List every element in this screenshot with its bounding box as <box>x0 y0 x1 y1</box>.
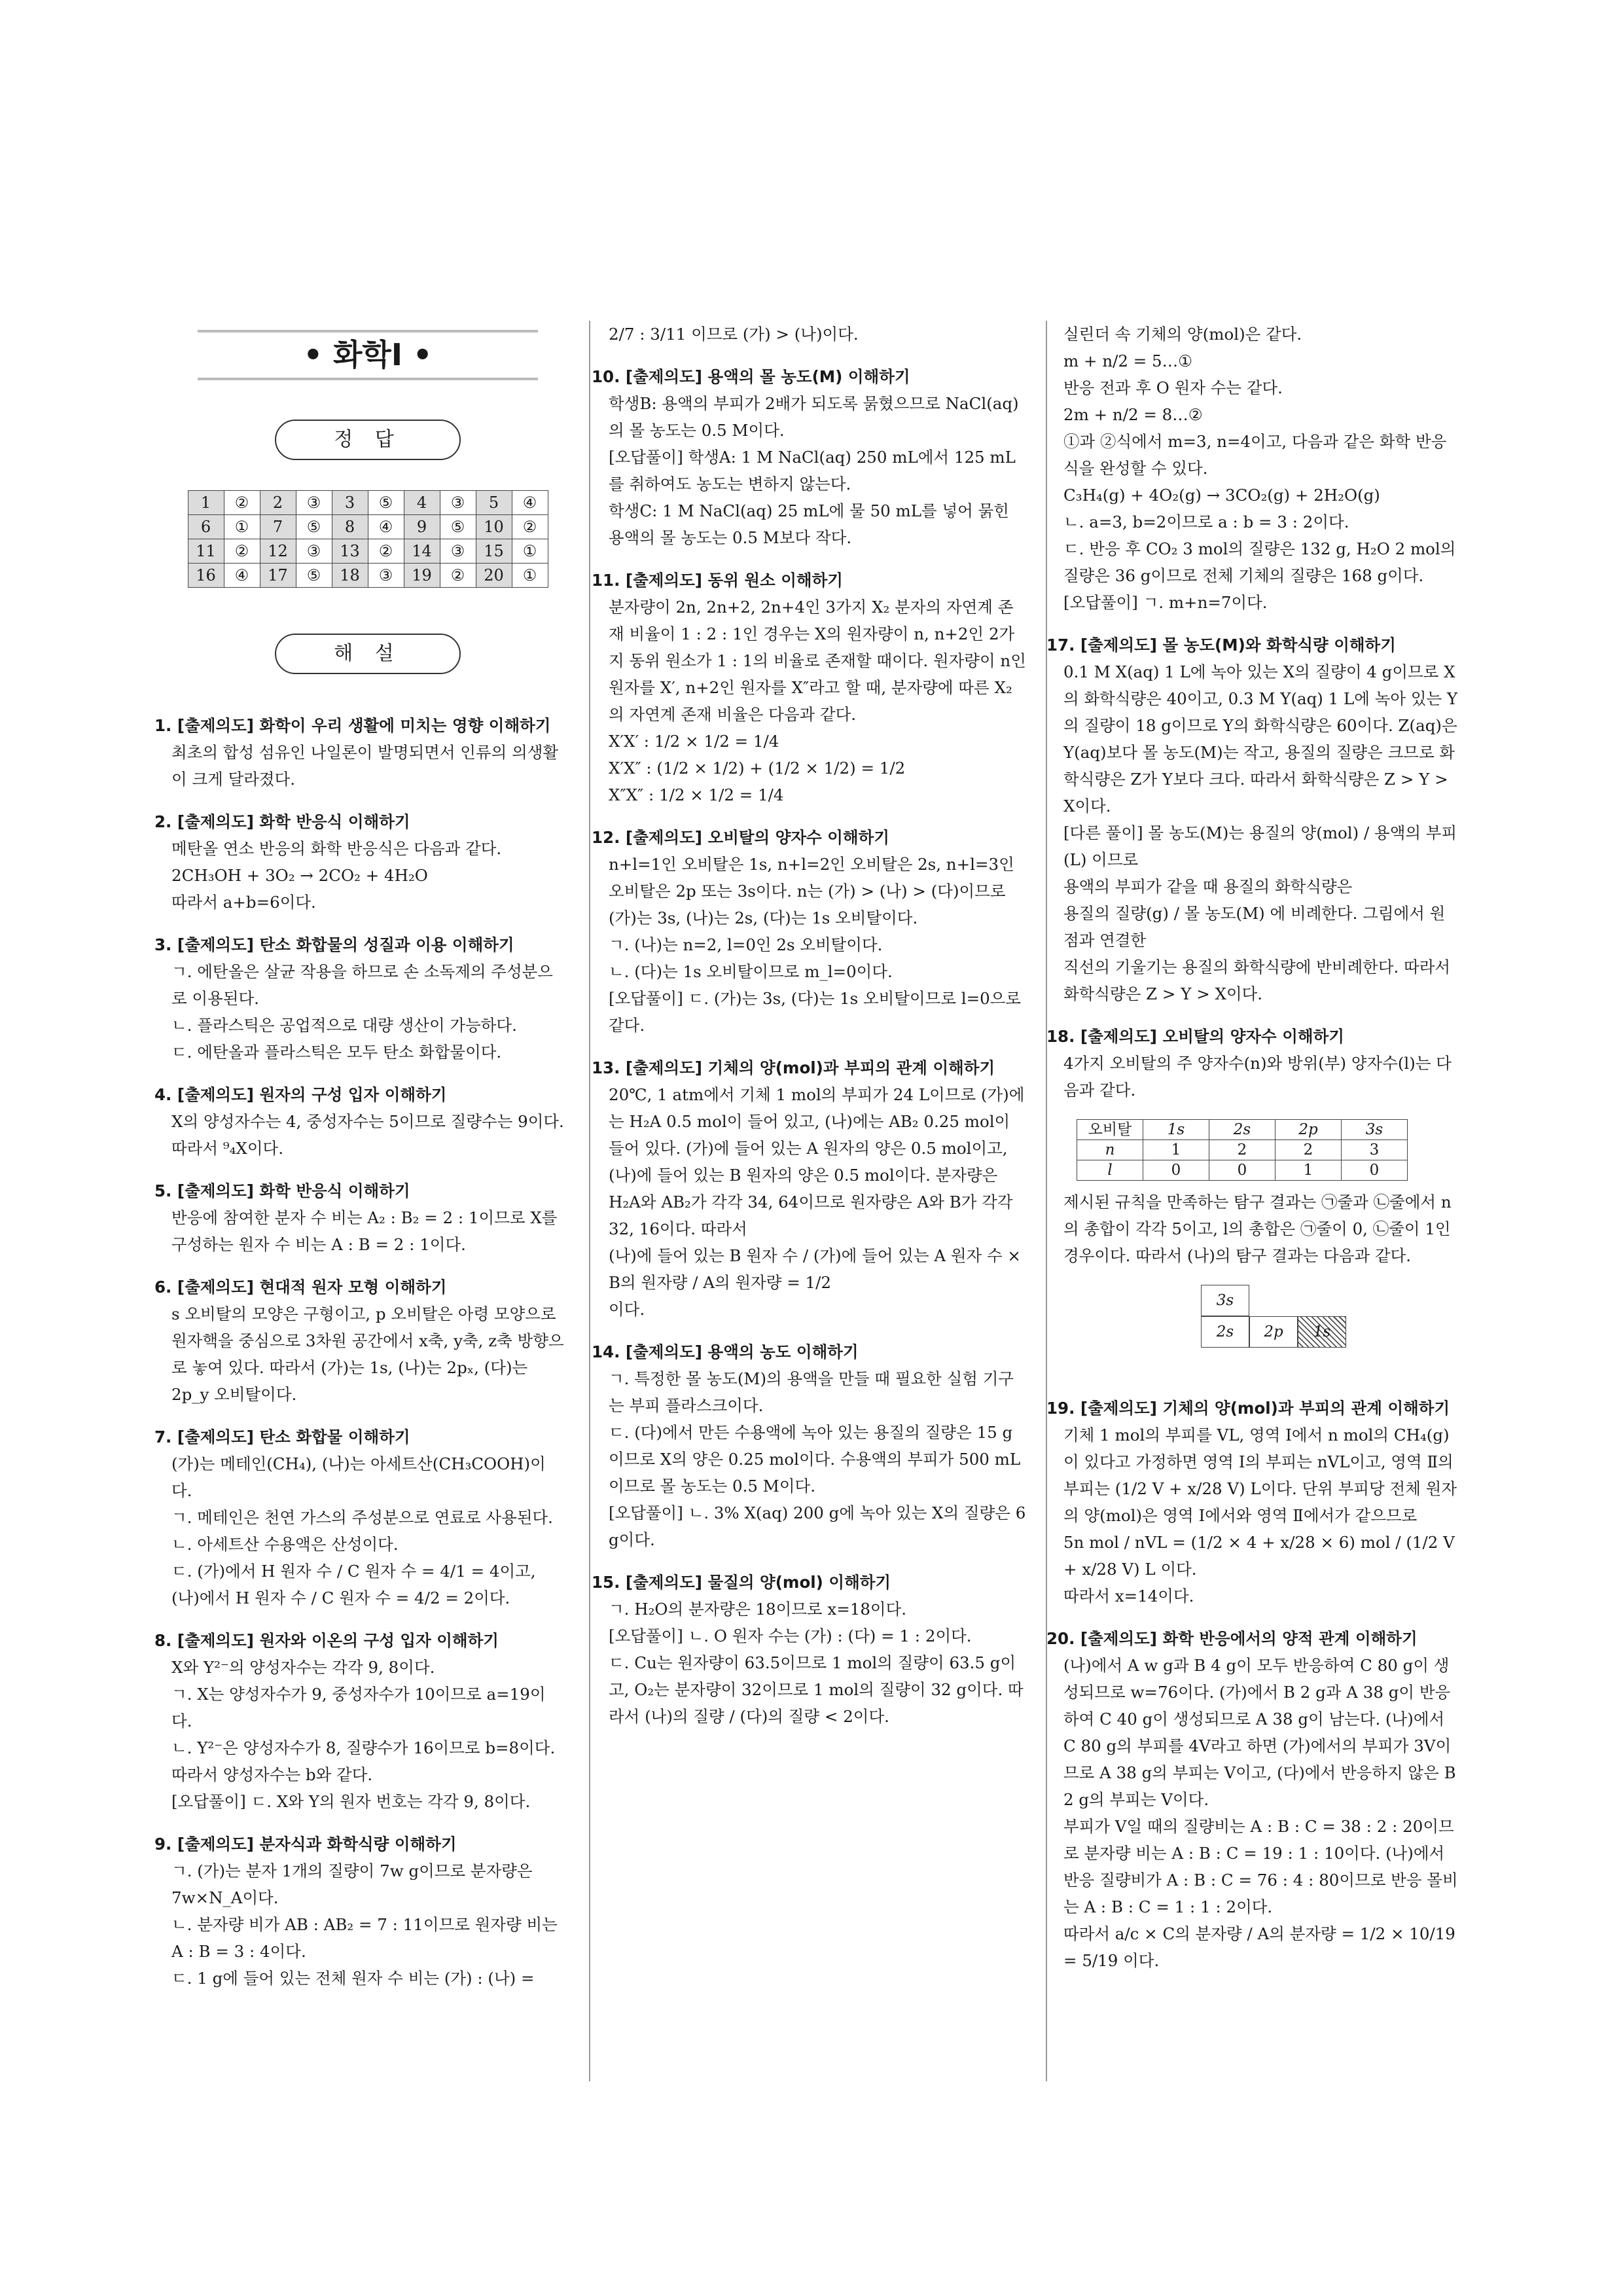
explanation-title: 18. [출제의도] 오비탈의 양자수 이해하기 <box>1046 1027 1344 1046</box>
column-3-items-end <box>1046 1395 1459 1974</box>
question-number: 17 <box>260 564 296 588</box>
subject-title: • 화학Ⅰ • <box>198 330 538 380</box>
explanation-line: ㄷ. 1 g에 들어 있는 전체 원자 수 비는 (가) : (나) = <box>171 1969 535 1988</box>
grid-cell: 2s <box>1201 1316 1249 1348</box>
explanation-item <box>592 1054 1027 1323</box>
explanation-item <box>592 824 1027 1039</box>
explanation-title: 14. [출제의도] 용액의 농도 이해하기 <box>592 1342 859 1361</box>
explanation-line: 2m + n/2 = 8…② <box>1063 405 1203 424</box>
explanation-line: 20℃, 1 atm에서 기체 1 mol의 부피가 24 L이므로 (가)에는 H₂A 0.5 mol이 들어 있고, (나)에는 AB₂ 0.25 mol이 들어 있다. (가)에 들어 있는 A 원자의 양은 0.5 mol이고, (나)에 들어 있는 B 원자의 양은 0.5 mol이다. 분자량은 H₂A와 AB₂가 각각 34, 64이므로 원자량은 A와 B가 각각 32, 16이다. 따라서 <box>609 1085 1025 1238</box>
explanation-line: ㄴ. a=3, b=2이므로 a : b = 3 : 2이다. <box>1063 512 1349 531</box>
explanation-line: ①과 ②식에서 m=3, n=4이고, 다음과 같은 화학 반응식을 완성할 수 있다. <box>1063 432 1447 478</box>
column-1-items <box>154 712 564 1992</box>
orbital-header-cell: 2p <box>1275 1120 1342 1140</box>
explanation-title: 19. [출제의도] 기체의 양(mol)과 부피의 관계 이해하기 <box>1046 1399 1450 1418</box>
explanation-title: 13. [출제의도] 기체의 양(mol)과 부피의 관계 이해하기 <box>592 1058 995 1077</box>
question-number: 11 <box>188 539 224 564</box>
explanation-item <box>609 321 1027 348</box>
column-divider <box>589 321 590 2081</box>
explanation-line: ㄱ. (가)는 분자 1개의 질량이 7w g이므로 분자량은 7w×N_A이다. <box>171 1861 533 1907</box>
explanation-line: ㄴ. Y²⁻은 양성자수가 8, 질량수가 16이므로 b=8이다. 따라서 양성자수는 b와 같다. <box>171 1738 556 1784</box>
explanation-line: X″X″ : 1/2 × 1/2 = 1/4 <box>609 785 784 804</box>
orbital-cell: 0 <box>1209 1160 1275 1181</box>
question-number: 16 <box>188 564 224 588</box>
answer-choice: ② <box>368 539 404 564</box>
explanation-line: ㄱ. H₂O의 분자량은 18이므로 x=18이다. <box>609 1600 907 1619</box>
explanation-title: 2. [출제의도] 화학 반응식 이해하기 <box>154 812 410 831</box>
explanation-line: m + n/2 = 5…① <box>1063 351 1193 370</box>
explanation-line: 2/7 : 3/11 이므로 (가) > (나)이다. <box>609 325 859 344</box>
explanation-line: X′X′ : 1/2 × 1/2 = 1/4 <box>609 732 779 751</box>
orbital-cell: l <box>1077 1160 1143 1181</box>
explanation-line: 학생C: 1 M NaCl(aq) 25 mL에 물 50 mL를 넣어 묽힌 용액의 몰 농도는 0.5 M보다 작다. <box>609 501 1009 547</box>
column-2 <box>592 321 1027 1746</box>
question-number: 3 <box>332 491 368 515</box>
explanation-item <box>1063 1189 1459 1269</box>
column-3-items <box>1046 321 1459 1103</box>
explanation-line: ㄷ. 반응 후 CO₂ 3 mol의 질량은 132 g, H₂O 2 mol의 질량은 36 g이므로 전체 기체의 질량은 168 g이다. <box>1063 539 1456 585</box>
explanation-line: ㄷ. (다)에서 만든 수용액에 녹아 있는 용질의 질량은 15 g이므로 X의 양은 0.25 mol이다. 수용액의 부피가 500 mL이므로 몰 농도는 0.5 M이다. <box>609 1423 1021 1496</box>
explanation-line: ㄴ. 아세트산 수용액은 산성이다. <box>171 1535 399 1554</box>
explanation-line: 직선의 기울기는 용질의 화학식량에 반비례한다. 따라서 화학식량은 Z > Y > X이다. <box>1063 958 1451 1003</box>
orbital-cell: 1 <box>1275 1160 1342 1181</box>
explanation-line: C₃H₄(g) + 4O₂(g) → 3CO₂(g) + 2H₂O(g) <box>1063 486 1380 505</box>
explanation-item <box>154 712 564 793</box>
answer-choice: ④ <box>224 564 260 588</box>
explanation-line: 용액의 부피가 같을 때 용질의 화학식량은 <box>1063 877 1353 896</box>
explanation-item <box>592 1569 1027 1730</box>
orbital-cell: n <box>1077 1140 1143 1160</box>
explanation-title: 11. [출제의도] 동위 원소 이해하기 <box>592 571 843 590</box>
question-number: 14 <box>404 539 440 564</box>
answer-choice: ① <box>224 515 260 539</box>
explanation-line: ㄷ. 에탄올과 플라스틱은 모두 탄소 화합물이다. <box>171 1043 502 1062</box>
explanation-item <box>154 1274 564 1408</box>
explanation-line: X′X″ : (1/2 × 1/2) + (1/2 × 1/2) = 1/2 <box>609 759 906 778</box>
answer-choice: ⑤ <box>440 515 476 539</box>
explanation-line: 따라서 a+b=6이다. <box>171 893 316 912</box>
column-2-items <box>592 321 1027 1730</box>
explanation-line: [오답풀이] ㄴ. 3% X(aq) 200 g에 녹아 있는 X의 질량은 6 g이다. <box>609 1503 1026 1549</box>
question-number: 20 <box>476 564 512 588</box>
explanation-heading: 해 설 <box>275 634 461 674</box>
explanation-title: 5. [출제의도] 화학 반응식 이해하기 <box>154 1181 410 1200</box>
explanation-line: 실린더 속 기체의 양(mol)은 같다. <box>1063 325 1302 344</box>
explanation-line: ㄱ. 메테인은 천연 가스의 주성분으로 연료로 사용된다. <box>171 1508 553 1527</box>
explanation-line: ㄴ. 분자량 비가 AB : AB₂ = 7 : 11이므로 원자량 비는 A : B = 3 : 4이다. <box>171 1915 558 1961</box>
question-number: 6 <box>188 515 224 539</box>
answer-row <box>188 515 548 539</box>
answer-row <box>188 564 548 588</box>
orbital-cell: 1 <box>1143 1140 1209 1160</box>
explanation-line: ㄱ. 에탄올은 살균 작용을 하므로 손 소독제의 주성분으로 이용된다. <box>171 962 553 1008</box>
explanation-line: (가)는 메테인(CH₄), (나)는 아세트산(CH₃COOH)이다. <box>171 1454 546 1500</box>
orbital-header-cell: 1s <box>1143 1120 1209 1140</box>
orbital-cell: 0 <box>1342 1160 1408 1181</box>
orbital-cell: 0 <box>1143 1160 1209 1181</box>
explanation-item <box>1046 1395 1459 1609</box>
question-number: 19 <box>404 564 440 588</box>
explanation-line: X의 양성자수는 4, 중성자수는 5이므로 질량수는 9이다. 따라서 ⁹₄X이다. <box>171 1112 564 1158</box>
explanation-title: 3. [출제의도] 탄소 화합물의 성질과 이용 이해하기 <box>154 935 514 954</box>
explanation-title: 7. [출제의도] 탄소 화합물 이해하기 <box>154 1427 410 1446</box>
explanation-line: 메탄올 연소 반응의 화학 반응식은 다음과 같다. <box>171 839 502 858</box>
explanation-item <box>154 1627 564 1815</box>
answer-row <box>188 491 548 515</box>
answer-row <box>188 539 548 564</box>
column-3-items-cont <box>1063 1189 1459 1269</box>
explanation-line: ㄱ. X는 양성자수가 9, 중성자수가 10이므로 a=19이다. <box>171 1685 546 1731</box>
answer-choice: ② <box>512 515 548 539</box>
explanation-line: 부피가 V일 때의 질량비는 A : B : C = 38 : 2 : 20이므로 분자량 비는 A : B : C = 19 : 1 : 10이다. (나)에서 반응 질량비가 A : B : C = 76 : 4 : 80이므로 반응 몰비는 A : B : C = 1 : 1 : 2이다. <box>1063 1817 1458 1916</box>
explanation-line: 반응 전과 후 O 원자 수는 같다. <box>1063 378 1283 397</box>
explanation-line: (나)에서 A w g과 B 4 g이 모두 반응하여 C 80 g이 생성되므로 w=76이다. (가)에서 B 2 g과 A 38 g이 반응하여 C 40 g이 생성되므로 A 38 g이 남는다. (나)에서 C 80 g의 부피를 4V라고 하면 (가)에서의 부피가 3V이므로 A 38 g의 부피는 V이고, (다)에서 반응하지 않은 B 2 g의 부피는 V이다. <box>1063 1656 1456 1809</box>
explanation-title: 9. [출제의도] 분자식과 화학식량 이해하기 <box>154 1835 457 1854</box>
explanation-item <box>592 1338 1027 1553</box>
explanation-line: 분자량이 2n, 2n+2, 2n+4인 3가지 X₂ 분자의 자연계 존재 비율이 1 : 2 : 1인 경우는 X의 원자량이 n, n+2인 2가지 동위 원소가 1 : 1의 비율로 존재할 때이다. 원자량이 n인 원자를 X′, n+2인 원자를 X″라고 할 때, 분자량에 따른 X₂의 자연계 존재 비율은 다음과 같다. <box>609 598 1026 724</box>
answer-choice: ② <box>224 539 260 564</box>
orbital-header-cell: 3s <box>1342 1120 1408 1140</box>
answer-choice: ③ <box>440 539 476 564</box>
answer-choice: ① <box>512 564 548 588</box>
answer-choice: ④ <box>512 491 548 515</box>
answer-choice: ③ <box>368 564 404 588</box>
explanation-item <box>154 1081 564 1162</box>
explanation-item <box>592 363 1027 551</box>
explanation-line: ㄷ. (가)에서 H 원자 수 / C 원자 수 = 4/1 = 4이고, <box>171 1562 536 1581</box>
explanation-title: 6. [출제의도] 현대적 원자 모형 이해하기 <box>154 1278 447 1297</box>
question-number: 4 <box>404 491 440 515</box>
explanation-line: 용질의 질량(g) / 몰 농도(M) 에 비례한다. 그림에서 원점과 연결한 <box>1063 904 1446 950</box>
grid-cell: 2p <box>1249 1316 1298 1348</box>
explanation-title: 8. [출제의도] 원자와 이온의 구성 입자 이해하기 <box>154 1631 499 1650</box>
explanation-line: 따라서 x=14이다. <box>1063 1587 1194 1605</box>
explanation-line: (나)에 들어 있는 B 원자 수 / (가)에 들어 있는 A 원자 수 × B의 원자량 / A의 원자량 = 1/2 <box>609 1246 1021 1292</box>
explanation-line: 반응에 참여한 분자 수 비는 A₂ : B₂ = 2 : 1이므로 X를 구성하는 원자 수 비는 A : B = 2 : 1이다. <box>171 1208 558 1254</box>
explanation-line: 따라서 a/c × C의 분자량 / A의 분자량 = 1/2 × 10/19 = 5/19 이다. <box>1063 1924 1455 1970</box>
orbital-table <box>1077 1119 1408 1181</box>
grid-cell: 3s <box>1201 1285 1249 1316</box>
explanation-title: 20. [출제의도] 화학 반응에서의 양적 관계 이해하기 <box>1046 1629 1418 1648</box>
explanation-line: [오답풀이] ㄴ. O 원자 수는 (가) : (다) = 1 : 2이다. <box>609 1626 972 1645</box>
explanation-line: ㄱ. (나)는 n=2, l=0인 2s 오비탈이다. <box>609 935 883 954</box>
answer-choice: ④ <box>368 515 404 539</box>
explanation-line: 0.1 M X(aq) 1 L에 녹아 있는 X의 질량이 4 g이므로 X의 화학식량은 40이고, 0.3 M Y(aq) 1 L에 녹아 있는 Y의 질량이 18 g이므로 Y의 화학식량은 60이다. Z(aq)은 Y(aq)보다 몰 농도(M)는 작고, 용질의 질량은 크므로 화학식량은 Z가 Y보다 크다. 따라서 화학식량은 Z > Y > X이다. <box>1063 662 1458 816</box>
explanation-item <box>1063 321 1459 616</box>
explanation-item <box>154 808 564 916</box>
question-number: 10 <box>476 515 512 539</box>
question-number: 8 <box>332 515 368 539</box>
orbital-header-cell: 오비탈 <box>1077 1120 1143 1140</box>
answer-choice: ⑤ <box>296 564 332 588</box>
explanation-line: X와 Y²⁻의 양성자수는 각각 9, 8이다. <box>171 1658 435 1677</box>
explanation-line: [오답풀이] 학생A: 1 M NaCl(aq) 250 mL에서 125 mL를 취하여도 농도는 변하지 않는다. <box>609 448 1016 493</box>
explanation-title: 4. [출제의도] 원자의 구성 입자 이해하기 <box>154 1085 447 1104</box>
question-number: 2 <box>260 491 296 515</box>
explanation-line: [오답풀이] ㄱ. m+n=7이다. <box>1063 593 1268 612</box>
question-number: 15 <box>476 539 512 564</box>
explanation-item <box>1046 1625 1459 1974</box>
explanation-item <box>154 1424 564 1611</box>
explanation-line: ㄴ. (다)는 1s 오비탈이므로 m_l=0이다. <box>609 962 893 981</box>
answer-choice: ② <box>224 491 260 515</box>
orbital-cell: 3 <box>1342 1140 1408 1160</box>
explanation-title: 15. [출제의도] 물질의 양(mol) 이해하기 <box>592 1573 891 1592</box>
explanation-line: 제시된 규칙을 만족하는 탐구 결과는 ㉠줄과 ㉡줄에서 n의 총합이 각각 5이고, l의 총합은 ㉠줄이 0, ㉡줄이 1인 경우이다. 따라서 (나)의 탐구 결과는 다음과 같다. <box>1063 1193 1452 1265</box>
question-number: 7 <box>260 515 296 539</box>
explanation-item <box>154 1831 564 1992</box>
column-divider <box>1046 321 1047 2081</box>
explanation-item <box>154 931 564 1066</box>
question-number: 9 <box>404 515 440 539</box>
explanation-line: ㄴ. 플라스틱은 공업적으로 대량 생산이 가능하다. <box>171 1016 517 1035</box>
answer-choice: ⑤ <box>296 515 332 539</box>
orbital-header-cell: 2s <box>1209 1120 1275 1140</box>
explanation-line: (나)에서 H 원자 수 / C 원자 수 = 4/2 = 2이다. <box>171 1588 510 1607</box>
column-3 <box>1046 321 1459 1990</box>
explanation-line: [다른 풀이] 몰 농도(M)는 용질의 양(mol) / 용액의 부피(L) 이므로 <box>1063 823 1457 869</box>
explanation-line: ㄱ. 특정한 몰 농도(M)의 용액을 만들 때 필요한 실험 기구는 부피 플라스크이다. <box>609 1369 1014 1415</box>
answers-heading: 정 답 <box>275 420 461 460</box>
question-number: 1 <box>188 491 224 515</box>
explanation-title: 17. [출제의도] 몰 농도(M)와 화학식량 이해하기 <box>1046 636 1396 655</box>
explanation-item <box>592 567 1027 808</box>
explanation-title: 1. [출제의도] 화학이 우리 생활에 미치는 영향 이해하기 <box>154 716 551 735</box>
explanation-line: [오답풀이] ㄷ. X와 Y의 원자 번호는 각각 9, 8이다. <box>171 1792 531 1811</box>
answer-choice: ② <box>440 564 476 588</box>
question-number: 13 <box>332 539 368 564</box>
answer-choice: ③ <box>440 491 476 515</box>
answer-choice: ⑤ <box>368 491 404 515</box>
explanation-line: s 오비탈의 모양은 구형이고, p 오비탈은 아령 모양으로 원자핵을 중심으로 3차원 공간에서 x축, y축, z축 방향으로 놓여 있다. 따라서 (가)는 1s, (나)는 2pₓ, (다)는 2p_y 오비탈이다. <box>171 1304 564 1404</box>
answer-choice: ③ <box>296 539 332 564</box>
explanation-line: 기체 1 mol의 부피를 VL, 영역 Ⅰ에서 n mol의 CH₄(g)이 있다고 가정하면 영역 Ⅰ의 부피는 nVL이고, 영역 Ⅱ의 부피는 (1/2 V + x/28 V) L이다. 단위 부피당 전체 원자의 양(mol)은 영역 Ⅰ에서와 영역 Ⅱ에서가 같으므로 <box>1063 1426 1457 1525</box>
explanation-line: [오답풀이] ㄷ. (가)는 3s, (다)는 1s 오비탈이므로 l=0으로 같다. <box>609 989 1022 1035</box>
explanation-line: 학생B: 용액의 부피가 2배가 되도록 묽혔으므로 NaCl(aq)의 몰 농도는 0.5 M이다. <box>609 394 1019 440</box>
explanation-item <box>1046 1023 1459 1103</box>
explanation-title: 12. [출제의도] 오비탈의 양자수 이해하기 <box>592 828 889 847</box>
answer-table <box>188 490 548 588</box>
explanation-item <box>1046 632 1459 1007</box>
explanation-line: ㄷ. Cu는 원자량이 63.5이므로 1 mol의 질량이 63.5 g이고, O₂는 분자량이 32이므로 1 mol의 질량이 32 g이다. 따라서 (나)의 질량 / (다)의 질량 < 2이다. <box>609 1653 1024 1726</box>
column-1 <box>154 321 564 2007</box>
explanation-line: 4가지 오비탈의 주 양자수(n)와 방위(부) 양자수(l)는 다음과 같다. <box>1063 1054 1452 1100</box>
explanation-line: 5n mol / nVL = (1/2 × 4 + x/28 × 6) mol / (1/2 V + x/28 V) L 이다. <box>1063 1533 1455 1579</box>
question-number: 18 <box>332 564 368 588</box>
explanation-title: 10. [출제의도] 용액의 몰 농도(M) 이해하기 <box>592 367 910 386</box>
answer-choice: ① <box>512 539 548 564</box>
orbital-cell: 2 <box>1275 1140 1342 1160</box>
explanation-line: 최초의 합성 섬유인 나일론이 발명되면서 인류의 의생활이 크게 달라졌다. <box>171 743 559 789</box>
orbital-cell: 2 <box>1209 1140 1275 1160</box>
grid-cell: 1s <box>1298 1316 1346 1348</box>
explanation-item <box>154 1177 564 1258</box>
explanation-line: 2CH₃OH + 3O₂ → 2CO₂ + 4H₂O <box>171 866 428 885</box>
result-grid <box>1063 1285 1459 1383</box>
answer-choice: ③ <box>296 491 332 515</box>
question-number: 12 <box>260 539 296 564</box>
question-number: 5 <box>476 491 512 515</box>
explanation-line: n+l=1인 오비탈은 1s, n+l=2인 오비탈은 2s, n+l=3인 오비탈은 2p 또는 3s이다. n는 (가) > (나) > (다)이므로 (가)는 3s, (나)는 2s, (다)는 1s 오비탈이다. <box>609 855 1014 927</box>
explanation-line: 이다. <box>609 1300 645 1319</box>
